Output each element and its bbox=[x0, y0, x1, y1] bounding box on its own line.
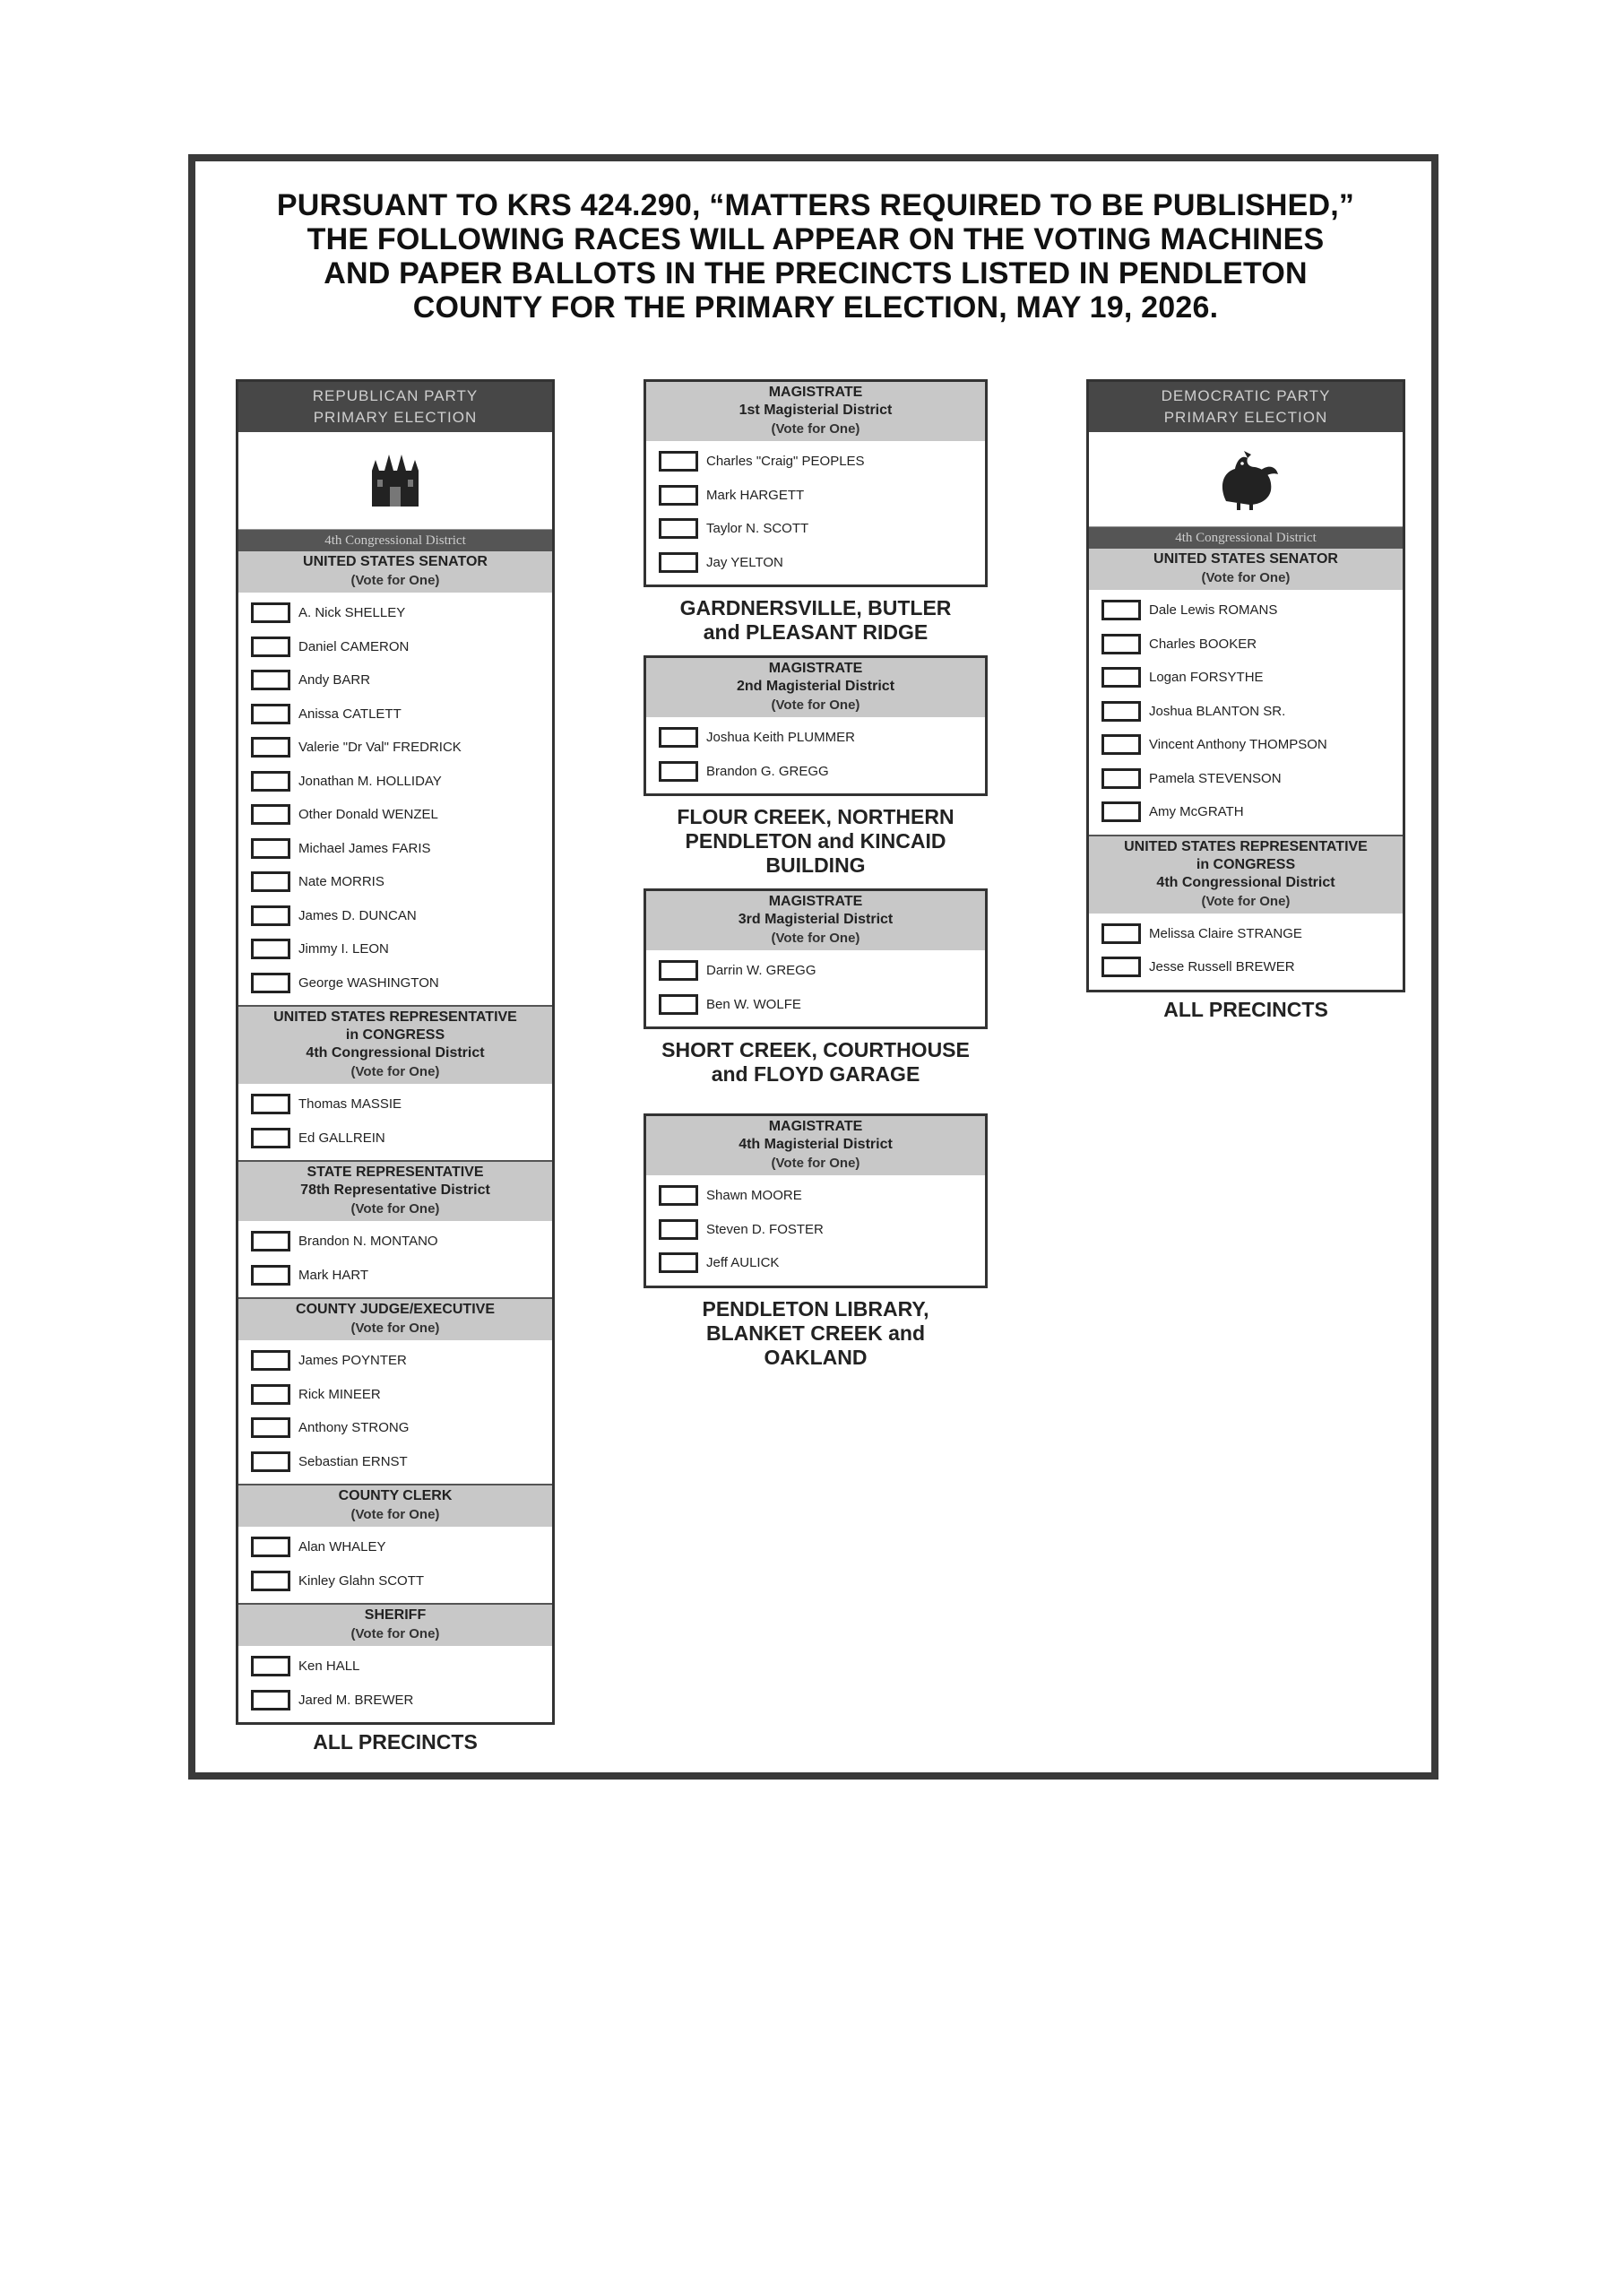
republican-ballot bbox=[236, 379, 555, 1725]
election-name: PRIMARY ELECTION bbox=[313, 409, 478, 426]
candidate-name: Ken HALL bbox=[298, 1658, 360, 1675]
candidate-row[interactable] bbox=[646, 755, 985, 789]
vote-checkbox[interactable] bbox=[1101, 701, 1141, 722]
candidate-row[interactable] bbox=[646, 988, 985, 1022]
democratic-column bbox=[1086, 379, 1405, 1022]
race-title-line: 2nd Magisterial District bbox=[736, 679, 895, 694]
candidate-row[interactable] bbox=[238, 932, 552, 966]
candidate-row[interactable] bbox=[238, 899, 552, 933]
candidate-name: Jesse Russell BREWER bbox=[1149, 959, 1295, 975]
precinct-label: ALL PRECINCTS bbox=[313, 1730, 478, 1754]
precinct-line: SHORT CREEK, COURTHOUSE bbox=[661, 1038, 970, 1061]
candidate-row[interactable] bbox=[646, 1246, 985, 1280]
candidate-name: Logan FORSYTHE bbox=[1149, 670, 1264, 686]
vote-checkbox[interactable] bbox=[251, 1384, 290, 1405]
race-title bbox=[238, 1162, 552, 1221]
race-title-line: 4th Congressional District bbox=[306, 1045, 485, 1061]
candidate-row[interactable] bbox=[646, 721, 985, 755]
vote-instruction: (Vote for One) bbox=[350, 1507, 440, 1522]
party-name: REPUBLICAN PARTY bbox=[312, 387, 479, 404]
candidate-row[interactable] bbox=[238, 1411, 552, 1445]
candidate-name: Charles BOOKER bbox=[1149, 636, 1257, 652]
precinct-line: BLANKET CREEK and bbox=[705, 1321, 926, 1345]
race-title bbox=[646, 658, 985, 717]
candidate-list bbox=[238, 1527, 552, 1603]
district-band: 4th Congressional District bbox=[238, 530, 552, 551]
vote-checkbox[interactable] bbox=[251, 871, 290, 892]
candidate-list bbox=[238, 1221, 552, 1297]
candidate-name: A. Nick SHELLEY bbox=[298, 605, 406, 621]
vote-checkbox[interactable] bbox=[251, 1350, 290, 1371]
candidate-row[interactable] bbox=[646, 1179, 985, 1213]
vote-checkbox[interactable] bbox=[251, 771, 290, 792]
candidate-name: Anissa CATLETT bbox=[298, 706, 402, 722]
candidate-row[interactable] bbox=[646, 954, 985, 988]
race-title bbox=[646, 891, 985, 950]
candidate-list bbox=[238, 1340, 552, 1484]
vote-checkbox[interactable] bbox=[251, 1417, 290, 1438]
candidate-row[interactable] bbox=[238, 1445, 552, 1479]
vote-checkbox[interactable] bbox=[1101, 957, 1141, 977]
candidate-name: Kinley Glahn SCOTT bbox=[298, 1572, 425, 1589]
candidate-row[interactable] bbox=[1089, 795, 1403, 829]
race-title-line: MAGISTRATE bbox=[768, 661, 863, 676]
race-title-line: MAGISTRATE bbox=[768, 385, 863, 400]
vote-instruction: (Vote for One) bbox=[771, 1156, 860, 1171]
candidate-name: Taylor N. SCOTT bbox=[706, 521, 809, 537]
vote-instruction: (Vote for One) bbox=[1201, 893, 1291, 909]
precinct-label: ALL PRECINCTS bbox=[1163, 997, 1328, 1021]
candidate-name: Shawn MOORE bbox=[706, 1188, 802, 1204]
candidate-name: Mark HARGETT bbox=[706, 487, 805, 503]
precinct-line: and PLEASANT RIDGE bbox=[703, 620, 929, 644]
race-title-line: 4th Congressional District bbox=[1156, 874, 1335, 890]
headline-line: THE FOLLOWING RACES WILL APPEAR ON THE VOTING MACHINES bbox=[307, 222, 1325, 256]
magistrate-ballot bbox=[644, 379, 988, 587]
republican-header bbox=[238, 382, 552, 432]
race-title bbox=[1089, 549, 1403, 590]
vote-checkbox[interactable] bbox=[251, 905, 290, 926]
magistrate-ballot bbox=[644, 1113, 988, 1288]
vote-checkbox[interactable] bbox=[659, 1252, 698, 1273]
vote-checkbox[interactable] bbox=[251, 637, 290, 657]
precinct-line: GARDNERSVILLE, BUTLER bbox=[679, 596, 952, 619]
vote-checkbox[interactable] bbox=[659, 761, 698, 782]
race-title-line: 3rd Magisterial District bbox=[738, 912, 894, 927]
race-title bbox=[646, 382, 985, 441]
candidate-name: Jay YELTON bbox=[706, 554, 783, 570]
vote-checkbox[interactable] bbox=[659, 518, 698, 539]
vote-instruction: (Vote for One) bbox=[350, 1626, 440, 1641]
race-title-line: COUNTY CLERK bbox=[338, 1488, 453, 1503]
headline-line: AND PAPER BALLOTS IN THE PRECINCTS LISTED IN PENDLETON bbox=[324, 256, 1308, 290]
candidate-row[interactable] bbox=[1089, 593, 1403, 628]
vote-instruction: (Vote for One) bbox=[1201, 570, 1291, 585]
race-title-line: in CONGRESS bbox=[1196, 856, 1296, 872]
candidate-row[interactable] bbox=[238, 1564, 552, 1598]
candidate-name: James POYNTER bbox=[298, 1353, 407, 1369]
candidate-name: Daniel CAMERON bbox=[298, 638, 410, 654]
candidate-row[interactable] bbox=[646, 1213, 985, 1247]
vote-checkbox[interactable] bbox=[659, 1185, 698, 1206]
race-title bbox=[238, 1007, 552, 1084]
candidate-list bbox=[646, 1175, 985, 1286]
vote-instruction: (Vote for One) bbox=[350, 1064, 440, 1079]
democratic-races bbox=[1089, 549, 1403, 990]
race-title-line: 78th Representative District bbox=[300, 1182, 490, 1198]
vote-checkbox[interactable] bbox=[251, 1231, 290, 1251]
candidate-row[interactable] bbox=[238, 765, 552, 799]
candidate-list bbox=[238, 1646, 552, 1722]
candidate-row[interactable] bbox=[1089, 695, 1403, 729]
candidate-list bbox=[646, 950, 985, 1026]
vote-instruction: (Vote for One) bbox=[771, 697, 860, 713]
candidate-row[interactable] bbox=[1089, 950, 1403, 984]
vote-checkbox[interactable] bbox=[251, 737, 290, 758]
race-title-line: UNITED STATES SENATOR bbox=[303, 554, 488, 569]
race-block bbox=[1089, 835, 1403, 990]
candidate-row[interactable] bbox=[238, 1530, 552, 1564]
precinct-line: PENDLETON LIBRARY, bbox=[702, 1296, 929, 1321]
candidate-row[interactable] bbox=[1089, 728, 1403, 762]
vote-checkbox[interactable] bbox=[659, 960, 698, 981]
race-block bbox=[238, 1005, 552, 1160]
candidate-name: Brandon G. GREGG bbox=[706, 763, 829, 779]
vote-checkbox[interactable] bbox=[1101, 600, 1141, 620]
race-title-line: STATE REPRESENTATIVE bbox=[307, 1165, 484, 1180]
candidate-name: Jeff AULICK bbox=[706, 1255, 780, 1271]
magistrate-column bbox=[644, 379, 988, 1370]
candidate-row[interactable] bbox=[238, 1259, 552, 1293]
candidate-row[interactable] bbox=[646, 479, 985, 513]
race-title bbox=[238, 1605, 552, 1646]
vote-checkbox[interactable] bbox=[251, 838, 290, 859]
election-name: PRIMARY ELECTION bbox=[1163, 409, 1328, 426]
candidate-name: Melissa Claire STRANGE bbox=[1149, 925, 1302, 941]
race-title-line: UNITED STATES REPRESENTATIVE bbox=[1124, 838, 1368, 854]
candidate-name: George WASHINGTON bbox=[298, 974, 439, 991]
precinct-label bbox=[644, 1038, 988, 1087]
candidate-row[interactable] bbox=[1089, 661, 1403, 695]
race-title-line: SHERIFF bbox=[364, 1607, 427, 1623]
candidate-row[interactable] bbox=[238, 1378, 552, 1412]
candidate-name: Brandon N. MONTANO bbox=[298, 1234, 438, 1250]
candidate-row[interactable] bbox=[238, 1684, 552, 1718]
race-block bbox=[646, 658, 985, 793]
candidate-name: Ed GALLREIN bbox=[298, 1130, 385, 1146]
race-title bbox=[238, 551, 552, 593]
precinct-line: FLOUR CREEK, NORTHERN bbox=[677, 805, 955, 828]
candidate-row[interactable] bbox=[646, 546, 985, 580]
vote-checkbox[interactable] bbox=[1101, 634, 1141, 654]
vote-checkbox[interactable] bbox=[251, 1094, 290, 1114]
magistrate-ballot bbox=[644, 888, 988, 1029]
vote-checkbox[interactable] bbox=[1101, 768, 1141, 789]
race-title-line: MAGISTRATE bbox=[768, 1119, 863, 1134]
race-title-line: 1st Magisterial District bbox=[739, 403, 893, 418]
candidate-list bbox=[1089, 914, 1403, 990]
candidate-name: Jonathan M. HOLLIDAY bbox=[298, 773, 442, 789]
candidate-row[interactable] bbox=[238, 663, 552, 697]
candidate-row[interactable] bbox=[1089, 628, 1403, 662]
vote-instruction: (Vote for One) bbox=[350, 1321, 440, 1336]
candidate-row[interactable] bbox=[238, 832, 552, 866]
candidate-name: Mark HART bbox=[298, 1267, 369, 1283]
vote-checkbox[interactable] bbox=[251, 1656, 290, 1676]
race-block bbox=[238, 1484, 552, 1603]
candidate-name: Thomas MASSIE bbox=[298, 1096, 402, 1113]
party-name: DEMOCRATIC PARTY bbox=[1161, 387, 1331, 404]
candidate-row[interactable] bbox=[238, 865, 552, 899]
candidate-name: Charles "Craig" PEOPLES bbox=[706, 454, 865, 470]
race-title bbox=[238, 1299, 552, 1340]
candidate-name: Rick MINEER bbox=[298, 1386, 381, 1402]
vote-checkbox[interactable] bbox=[251, 973, 290, 993]
candidate-row[interactable] bbox=[1089, 917, 1403, 951]
candidate-name: Ben W. WOLFE bbox=[706, 996, 801, 1012]
candidate-row[interactable] bbox=[238, 966, 552, 1000]
candidate-row[interactable] bbox=[238, 596, 552, 630]
candidate-name: Sebastian ERNST bbox=[298, 1453, 408, 1469]
race-title-line: UNITED STATES REPRESENTATIVE bbox=[273, 1009, 517, 1025]
vote-checkbox[interactable] bbox=[1101, 923, 1141, 944]
vote-checkbox[interactable] bbox=[251, 1451, 290, 1472]
democratic-ballot bbox=[1086, 379, 1405, 992]
magistrate-ballot bbox=[644, 655, 988, 796]
candidate-name: Valerie "Dr Val" FREDRICK bbox=[298, 740, 462, 756]
candidate-name: Steven D. FOSTER bbox=[706, 1221, 824, 1237]
democratic-header bbox=[1089, 382, 1403, 432]
candidate-row[interactable] bbox=[646, 445, 985, 479]
race-block bbox=[238, 1603, 552, 1722]
precinct-line: OAKLAND bbox=[764, 1345, 868, 1369]
candidate-name: Anthony STRONG bbox=[298, 1420, 410, 1436]
candidate-row[interactable] bbox=[238, 1225, 552, 1259]
republican-races bbox=[238, 551, 552, 1722]
precinct-line: and FLOYD GARAGE bbox=[711, 1062, 920, 1086]
candidate-list bbox=[646, 717, 985, 793]
vote-checkbox[interactable] bbox=[1101, 801, 1141, 822]
candidate-name: Darrin W. GREGG bbox=[706, 963, 816, 979]
candidate-name: Joshua Keith PLUMMER bbox=[706, 730, 855, 746]
race-block bbox=[238, 1160, 552, 1297]
vote-checkbox[interactable] bbox=[659, 994, 698, 1015]
candidate-list bbox=[238, 593, 552, 1005]
vote-checkbox[interactable] bbox=[1101, 734, 1141, 755]
vote-checkbox[interactable] bbox=[251, 602, 290, 623]
candidate-name: Dale Lewis ROMANS bbox=[1149, 602, 1278, 619]
candidate-name: Pamela STEVENSON bbox=[1149, 770, 1282, 786]
candidate-row[interactable] bbox=[238, 1122, 552, 1156]
precinct-label bbox=[644, 805, 988, 878]
race-title bbox=[238, 1485, 552, 1527]
candidate-list bbox=[238, 1084, 552, 1160]
candidate-name: Vincent Anthony THOMPSON bbox=[1149, 737, 1327, 753]
candidate-name: Joshua BLANTON SR. bbox=[1149, 703, 1286, 719]
race-title-line: COUNTY JUDGE/EXECUTIVE bbox=[296, 1302, 495, 1317]
candidate-name: Michael James FARIS bbox=[298, 840, 431, 856]
candidate-name: Nate MORRIS bbox=[298, 874, 384, 890]
race-title bbox=[646, 1116, 985, 1175]
candidate-row[interactable] bbox=[238, 1344, 552, 1378]
candidate-name: Andy BARR bbox=[298, 672, 371, 688]
vote-instruction: (Vote for One) bbox=[771, 421, 860, 437]
precinct-label bbox=[644, 1297, 988, 1370]
race-block bbox=[646, 891, 985, 1026]
candidate-name: Alan WHALEY bbox=[298, 1539, 386, 1555]
precinct-label bbox=[644, 596, 988, 645]
candidate-row[interactable] bbox=[1089, 762, 1403, 796]
precinct-line: BUILDING bbox=[765, 853, 866, 877]
vote-checkbox[interactable] bbox=[251, 1265, 290, 1286]
vote-checkbox[interactable] bbox=[659, 485, 698, 506]
vote-checkbox[interactable] bbox=[251, 704, 290, 724]
republican-column bbox=[236, 379, 555, 1754]
district-band: 4th Congressional District bbox=[1089, 527, 1403, 549]
precinct-line: PENDLETON and KINCAID bbox=[685, 829, 946, 853]
rooster-icon bbox=[1089, 432, 1403, 527]
race-title-line: 4th Magisterial District bbox=[739, 1137, 893, 1152]
vote-instruction: (Vote for One) bbox=[350, 1201, 440, 1217]
race-title-line: in CONGRESS bbox=[345, 1027, 445, 1043]
candidate-row[interactable] bbox=[238, 630, 552, 664]
vote-checkbox[interactable] bbox=[659, 552, 698, 573]
headline-line: COUNTY FOR THE PRIMARY ELECTION, MAY 19, 2026. bbox=[412, 290, 1219, 325]
candidate-row[interactable] bbox=[238, 798, 552, 832]
race-title-line: MAGISTRATE bbox=[768, 894, 863, 909]
candidate-list bbox=[1089, 590, 1403, 835]
elephant-icon bbox=[238, 432, 552, 530]
race-title-line: UNITED STATES SENATOR bbox=[1153, 551, 1338, 567]
vote-checkbox[interactable] bbox=[251, 939, 290, 959]
race-title bbox=[1089, 836, 1403, 914]
candidate-name: Amy McGRATH bbox=[1149, 804, 1244, 820]
candidate-row[interactable] bbox=[238, 697, 552, 732]
candidate-row[interactable] bbox=[646, 512, 985, 546]
race-block bbox=[238, 551, 552, 1005]
vote-checkbox[interactable] bbox=[1101, 667, 1141, 688]
vote-checkbox[interactable] bbox=[251, 1690, 290, 1710]
vote-checkbox[interactable] bbox=[659, 727, 698, 748]
candidate-name: Jimmy I. LEON bbox=[298, 941, 389, 957]
vote-checkbox[interactable] bbox=[251, 1537, 290, 1557]
vote-instruction: (Vote for One) bbox=[350, 573, 440, 588]
candidate-row[interactable] bbox=[238, 1087, 552, 1122]
candidate-name: Jared M. BREWER bbox=[298, 1692, 414, 1708]
candidate-row[interactable] bbox=[238, 1650, 552, 1684]
vote-checkbox[interactable] bbox=[251, 1128, 290, 1148]
notice-headline bbox=[224, 188, 1407, 325]
vote-checkbox[interactable] bbox=[251, 1571, 290, 1591]
race-block bbox=[646, 1116, 985, 1286]
candidate-name: James D. DUNCAN bbox=[298, 907, 417, 923]
race-block bbox=[1089, 549, 1403, 835]
vote-instruction: (Vote for One) bbox=[771, 931, 860, 946]
vote-checkbox[interactable] bbox=[659, 1219, 698, 1240]
candidate-name: Other Donald WENZEL bbox=[298, 807, 438, 823]
vote-checkbox[interactable] bbox=[251, 670, 290, 690]
race-block bbox=[646, 382, 985, 585]
candidate-list bbox=[646, 441, 985, 585]
vote-checkbox[interactable] bbox=[659, 451, 698, 472]
candidate-row[interactable] bbox=[238, 731, 552, 765]
headline-line: PURSUANT TO KRS 424.290, “MATTERS REQUIRED TO BE PUBLISHED,” bbox=[276, 188, 1355, 222]
race-block bbox=[238, 1297, 552, 1484]
vote-checkbox[interactable] bbox=[251, 804, 290, 825]
